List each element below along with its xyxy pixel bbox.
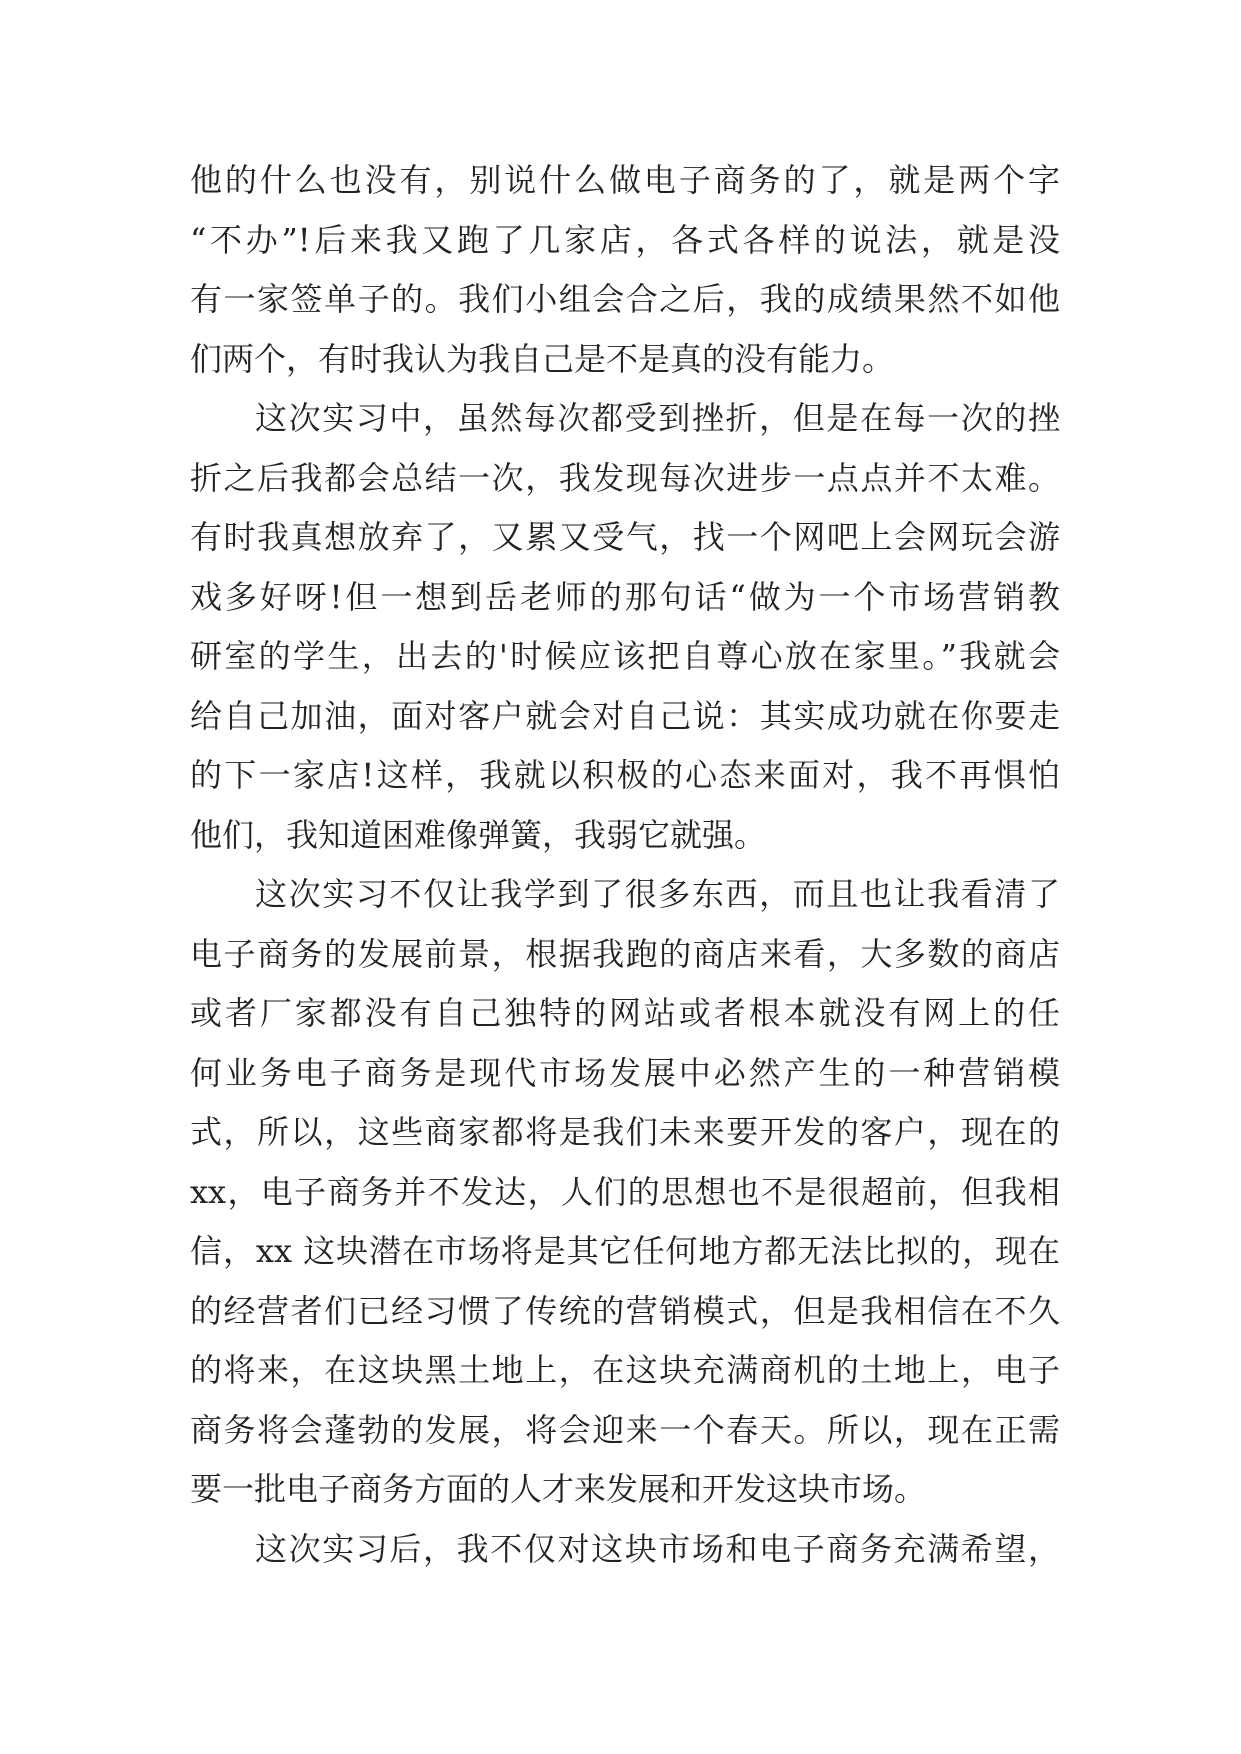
text-line: 电子商务的发展前景，根据我跑的商店来看，大多数的商店 <box>190 934 1060 973</box>
body-text <box>190 151 1060 1579</box>
text-line: 他的什么也没有，别说什么做电子商务的了，就是两个字 <box>190 161 1060 199</box>
text-line: 或者厂家都没有自己独特的网站或者根本就没有网上的任 <box>190 994 1060 1032</box>
text-line: 有时我真想放弃了，又累又受气，找一个网吧上会网玩会游 <box>190 518 1060 556</box>
paragraph-first-line: 这次实习后，我不仅对这块市场和电子商务充满希望， <box>255 1529 1060 1568</box>
text-line: 式，所以，这些商家都将是我们未来要开发的客户，现在的 <box>190 1113 1060 1151</box>
text-line: 的将来，在这块黑土地上，在这块充满商机的土地上，电子 <box>190 1351 1060 1389</box>
text-line: 研室的学生，出去的'时候应该把自尊心放在家里。”我就会 <box>190 637 1060 675</box>
text-line: 给自己加油，面对客户就会对自己说：其实成功就在你要走 <box>190 696 1060 735</box>
text-line: 有一家签单子的。我们小组会合之后，我的成绩果然不如他 <box>190 280 1060 318</box>
text-line: xx，电子商务并不发达，人们的思想也不是很超前，但我相 <box>190 1172 1060 1211</box>
text-line: 信，xx 这块潜在市场将是其它任何地方都无法比拟的，现在 <box>190 1232 1060 1270</box>
text-line: 他们，我知道困难像弹簧，我弱它就强。 <box>190 815 767 854</box>
text-line: 商务将会蓬勃的发展，将会迎来一个春天。所以，现在正需 <box>190 1410 1060 1449</box>
text-line: 要一批电子商务方面的人才来发展和开发这块市场。 <box>190 1470 927 1508</box>
text-line: 戏多好呀!但一想到岳老师的那句话“做为一个市场营销教 <box>190 577 1060 616</box>
text-line: 折之后我都会总结一次，我发现每次进步一点点并不太难。 <box>190 458 1060 497</box>
text-line: 们两个，有时我认为我自己是不是真的没有能力。 <box>190 339 895 378</box>
paragraph-first-line: 这次实习不仅让我学到了很多东西，而且也让我看清了 <box>255 875 1060 913</box>
text-line: “不办”!后来我又跑了几家店，各式各样的说法，就是没 <box>190 220 1060 259</box>
text-line: 何业务电子商务是现代市场发展中必然产生的一种营销模 <box>190 1053 1060 1092</box>
paragraph-first-line: 这次实习中，虽然每次都受到挫折，但是在每一次的挫 <box>255 399 1060 437</box>
text-line: 的下一家店!这样，我就以积极的心态来面对，我不再惧怕 <box>190 756 1060 794</box>
text-line: 的经营者们已经习惯了传统的营销模式，但是我相信在不久 <box>190 1291 1060 1330</box>
